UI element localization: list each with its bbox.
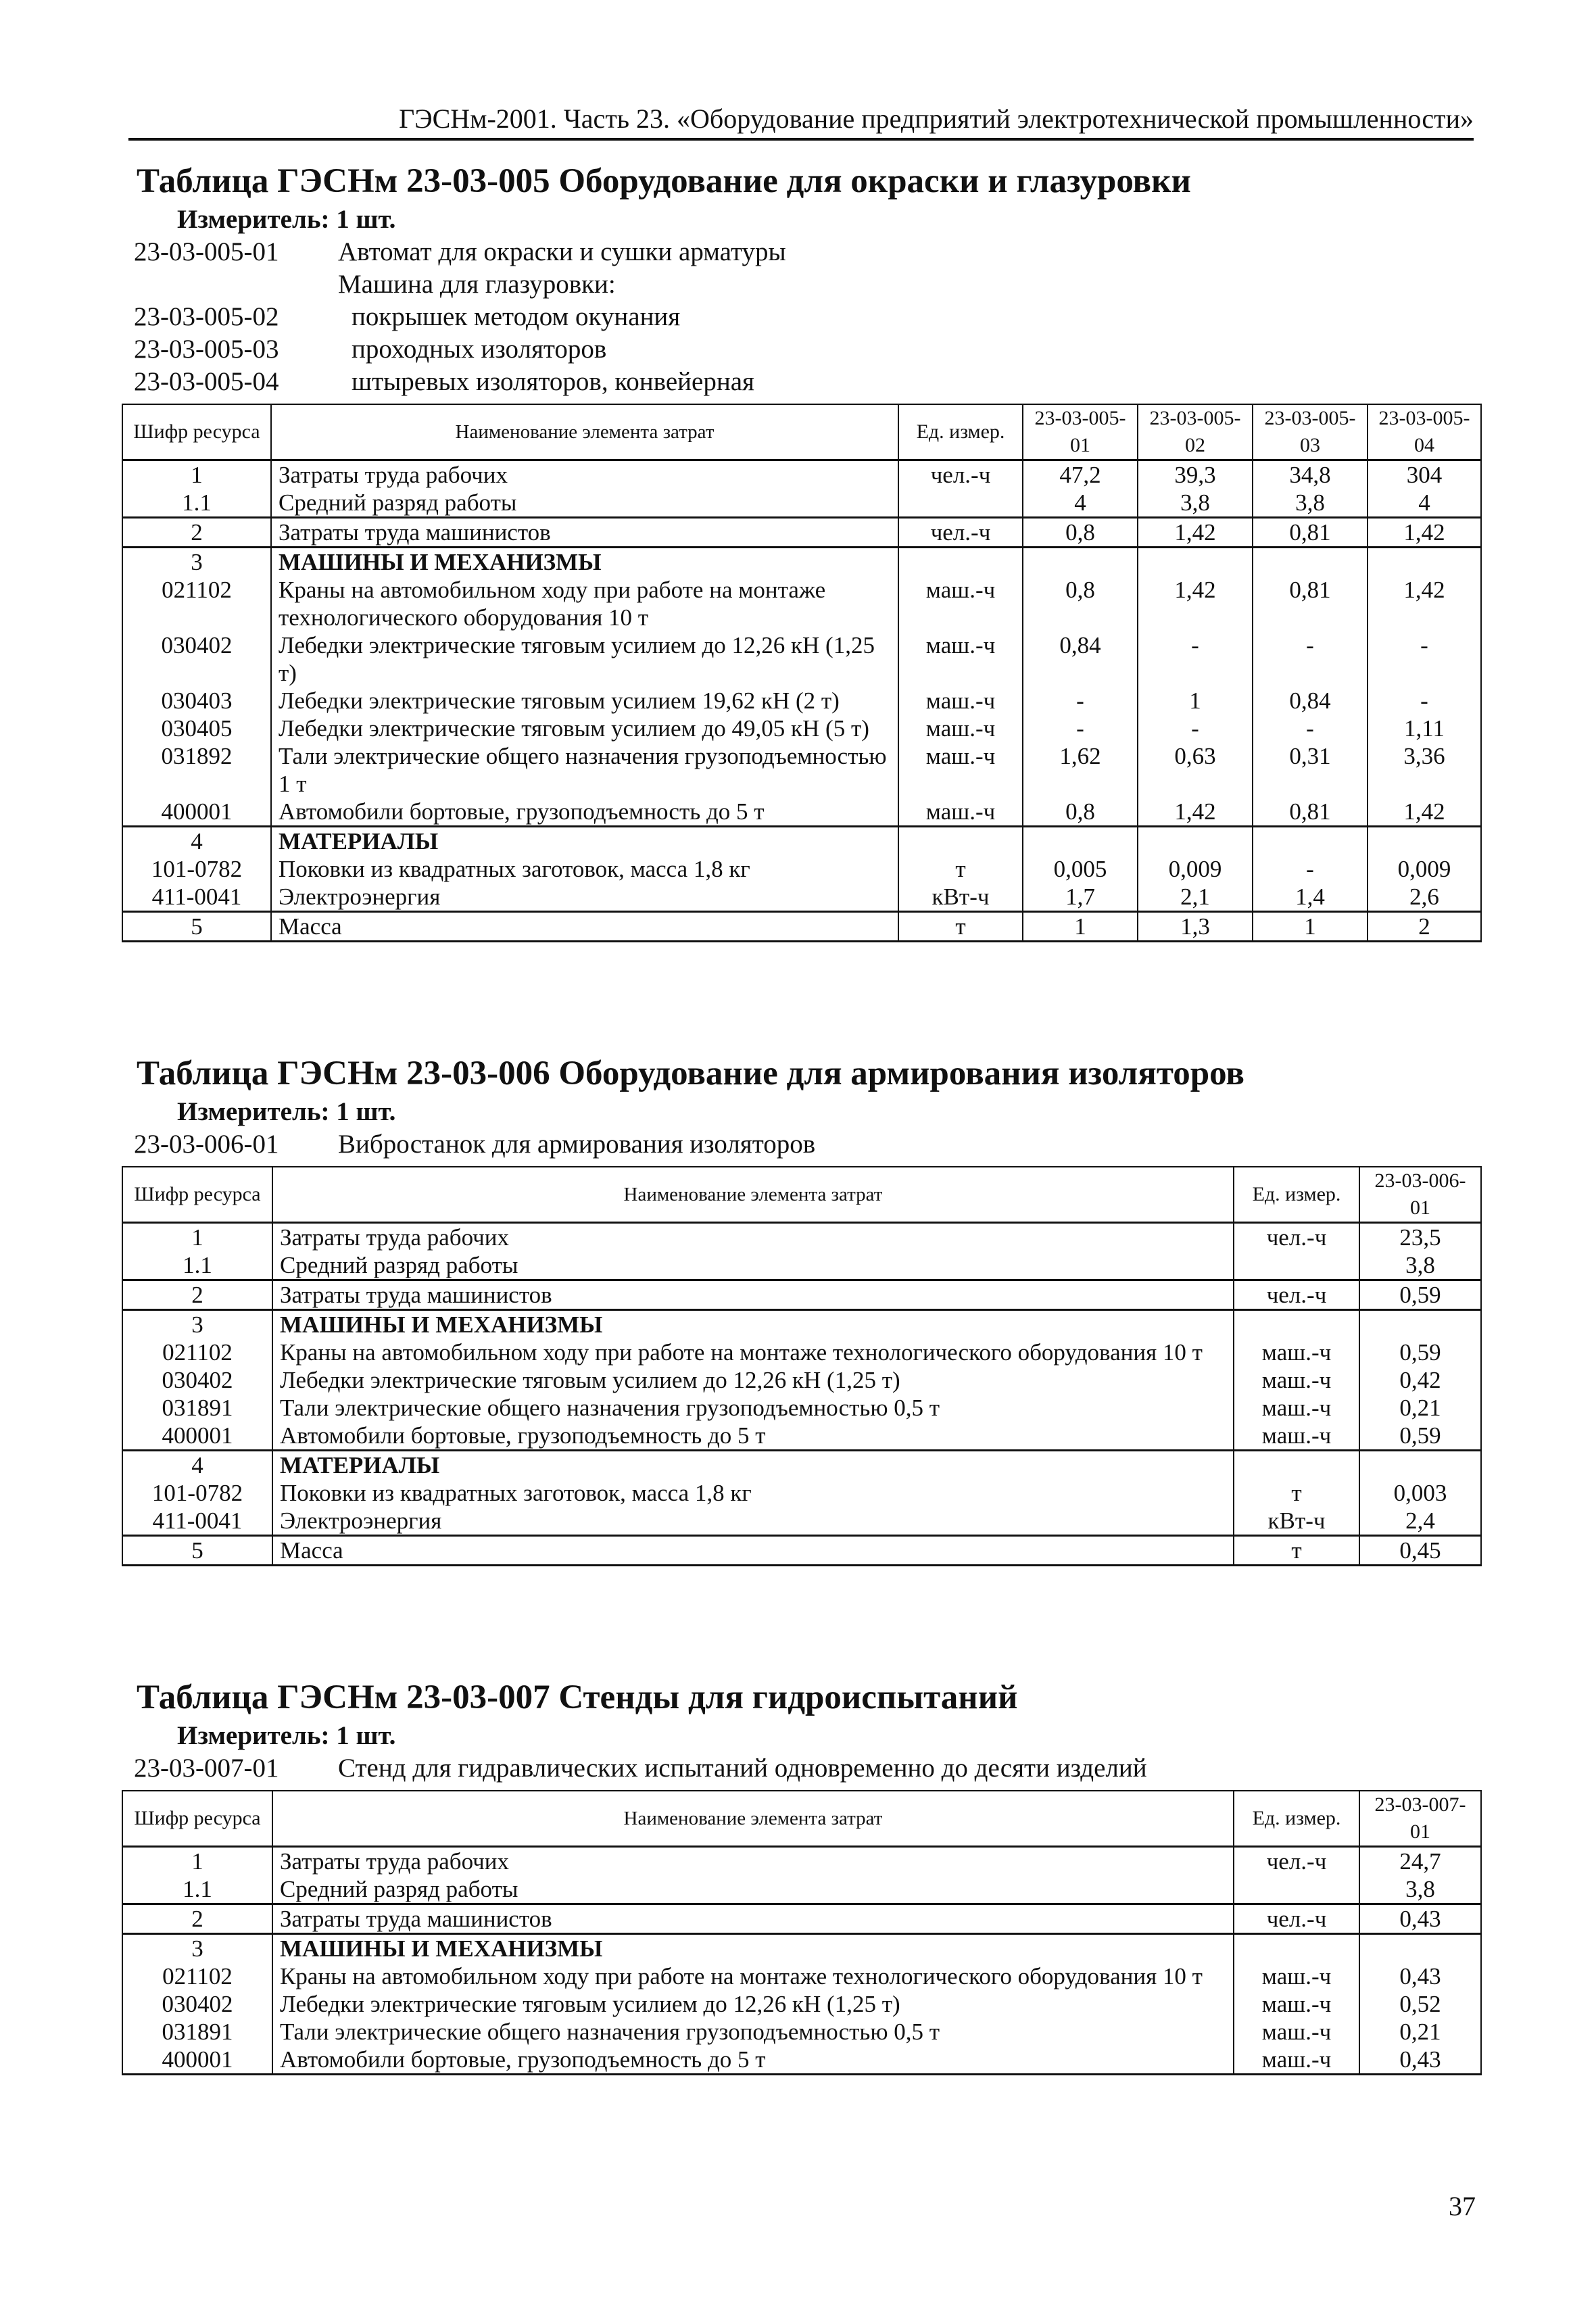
row-name: Автомобили бортовые, грузоподъемность до 5 т bbox=[271, 798, 898, 827]
norm-code-list bbox=[134, 1128, 1480, 1161]
row-value: - bbox=[1023, 715, 1138, 742]
row-value: 0,8 bbox=[1023, 518, 1138, 548]
row-value: 0,009 bbox=[1368, 855, 1481, 883]
header-unit: Ед. измер. bbox=[1234, 1167, 1359, 1223]
norm-code: 23-03-006-01 bbox=[134, 1130, 279, 1159]
norm-code-item bbox=[134, 1128, 1480, 1161]
table-row bbox=[122, 1310, 1481, 1339]
row-unit: маш.-ч bbox=[898, 631, 1023, 687]
row-value: 0,43 bbox=[1359, 2046, 1481, 2075]
table-title: Таблица ГЭСНм 23-03-005 Оборудование для окраски и глазуровки bbox=[137, 162, 1191, 200]
table-section-006 bbox=[122, 1051, 1480, 1566]
table-row bbox=[122, 1847, 1481, 1876]
row-value: 4 bbox=[1023, 489, 1138, 518]
header-norm-column: 23-03-007-01 bbox=[1359, 1791, 1481, 1847]
header-code: Шифр ресурса bbox=[122, 1167, 272, 1223]
norm-code: 23-03-005-02 bbox=[134, 302, 279, 331]
table-row bbox=[122, 1451, 1481, 1480]
row-name: МАШИНЫ И МЕХАНИЗМЫ bbox=[272, 1310, 1234, 1339]
row-value: 0,43 bbox=[1359, 1962, 1481, 1990]
row-value: 0,59 bbox=[1359, 1280, 1481, 1310]
row-value: 2 bbox=[1368, 912, 1481, 942]
row-name: Затраты труда машинистов bbox=[272, 1280, 1234, 1310]
table-row bbox=[122, 912, 1481, 942]
header-name: Наименование элемента затрат bbox=[272, 1167, 1234, 1223]
row-code: 021102 bbox=[122, 576, 271, 631]
table-row bbox=[122, 631, 1481, 687]
table-row bbox=[122, 1536, 1481, 1566]
running-header: ГЭСНм-2001. Часть 23. «Оборудование предприятий электротехнической промышленности» bbox=[128, 101, 1474, 141]
table-row bbox=[122, 1251, 1481, 1280]
row-value: 1 bbox=[1023, 912, 1138, 942]
row-code: 031892 bbox=[122, 742, 271, 798]
header-unit: Ед. измер. bbox=[898, 404, 1023, 460]
row-value bbox=[1138, 827, 1253, 856]
row-value: 1,4 bbox=[1253, 883, 1368, 912]
row-value: 0,84 bbox=[1253, 687, 1368, 715]
measure-unit: Измеритель: 1 шт. bbox=[177, 1721, 396, 1750]
norm-code: 23-03-005-04 bbox=[134, 367, 279, 396]
norm-code-item bbox=[134, 333, 1480, 366]
row-code: 2 bbox=[122, 1904, 272, 1934]
row-code: 021102 bbox=[122, 1962, 272, 1990]
row-value: 4 bbox=[1368, 489, 1481, 518]
row-name: Краны на автомобильном ходу при работе на монтаже технологического оборудования 10 т bbox=[272, 1962, 1234, 1990]
table-row bbox=[122, 687, 1481, 715]
row-value: 1,11 bbox=[1368, 715, 1481, 742]
row-unit: маш.-ч bbox=[898, 798, 1023, 827]
row-code: 031891 bbox=[122, 1394, 272, 1422]
norm-code-item bbox=[134, 268, 1480, 301]
row-unit: чел.-ч bbox=[1234, 1847, 1359, 1876]
row-unit: маш.-ч bbox=[1234, 2046, 1359, 2075]
row-value: 3,36 bbox=[1368, 742, 1481, 798]
table-row bbox=[122, 855, 1481, 883]
row-name: Затраты труда рабочих bbox=[272, 1847, 1234, 1876]
header-row bbox=[122, 1167, 1481, 1223]
table-row bbox=[122, 1223, 1481, 1252]
row-value: 0,43 bbox=[1359, 1904, 1481, 1934]
row-value: 0,81 bbox=[1253, 576, 1368, 631]
row-unit bbox=[1234, 1251, 1359, 1280]
header-row bbox=[122, 404, 1481, 460]
row-name: Лебедки электрические тяговым усилием до 49,05 кН (5 т) bbox=[271, 715, 898, 742]
row-unit bbox=[1234, 1934, 1359, 1963]
norm-code: 23-03-007-01 bbox=[134, 1754, 279, 1783]
row-value: 1,42 bbox=[1138, 518, 1253, 548]
table-row bbox=[122, 548, 1481, 577]
row-value: - bbox=[1253, 715, 1368, 742]
row-unit: маш.-ч bbox=[1234, 1422, 1359, 1451]
row-value: - bbox=[1023, 687, 1138, 715]
row-code: 1 bbox=[122, 460, 271, 489]
table-section-007 bbox=[122, 1675, 1480, 2075]
row-name: Краны на автомобильном ходу при работе на монтаже технологического оборудования 10 т bbox=[272, 1338, 1234, 1366]
row-value: 0,8 bbox=[1023, 798, 1138, 827]
row-unit: маш.-ч bbox=[1234, 1394, 1359, 1422]
norm-code-item bbox=[134, 301, 1480, 333]
header-name: Наименование элемента затрат bbox=[271, 404, 898, 460]
row-name: Масса bbox=[271, 912, 898, 942]
row-value: - bbox=[1253, 855, 1368, 883]
row-value: 1,3 bbox=[1138, 912, 1253, 942]
row-value: 24,7 bbox=[1359, 1847, 1481, 1876]
row-value: 0,59 bbox=[1359, 1422, 1481, 1451]
row-name: Автомобили бортовые, грузоподъемность до 5 т bbox=[272, 1422, 1234, 1451]
row-name: Затраты труда рабочих bbox=[271, 460, 898, 489]
row-code: 4 bbox=[122, 1451, 272, 1480]
table-row bbox=[122, 742, 1481, 798]
row-value: 3,8 bbox=[1359, 1875, 1481, 1904]
table-row bbox=[122, 883, 1481, 912]
row-name: Электроэнергия bbox=[271, 883, 898, 912]
row-code: 2 bbox=[122, 518, 271, 548]
header-norm-column: 23-03-005-02 bbox=[1138, 404, 1253, 460]
row-name: Лебедки электрические тяговым усилием до 12,26 кН (1,25 т) bbox=[271, 631, 898, 687]
row-value: 47,2 bbox=[1023, 460, 1138, 489]
row-value bbox=[1359, 1934, 1481, 1963]
row-value bbox=[1359, 1451, 1481, 1480]
row-code: 411-0041 bbox=[122, 1507, 272, 1536]
row-name: МАШИНЫ И МЕХАНИЗМЫ bbox=[271, 548, 898, 577]
header-norm-column: 23-03-005-03 bbox=[1253, 404, 1368, 460]
table-row bbox=[122, 2018, 1481, 2046]
row-code: 1.1 bbox=[122, 1251, 272, 1280]
header-row bbox=[122, 1791, 1481, 1847]
row-value: 0,63 bbox=[1138, 742, 1253, 798]
row-value: 0,21 bbox=[1359, 1394, 1481, 1422]
row-value: 2,1 bbox=[1138, 883, 1253, 912]
table-row bbox=[122, 1479, 1481, 1507]
row-value: 2,6 bbox=[1368, 883, 1481, 912]
row-value bbox=[1023, 548, 1138, 577]
row-unit bbox=[898, 548, 1023, 577]
row-code: 030402 bbox=[122, 631, 271, 687]
table-row bbox=[122, 1962, 1481, 1990]
header-code: Шифр ресурса bbox=[122, 1791, 272, 1847]
row-unit: т bbox=[898, 912, 1023, 942]
table-row bbox=[122, 798, 1481, 827]
row-value: 39,3 bbox=[1138, 460, 1253, 489]
row-name: Затраты труда машинистов bbox=[271, 518, 898, 548]
row-value: - bbox=[1138, 715, 1253, 742]
table-title: Таблица ГЭСНм 23-03-006 Оборудование для армирования изоляторов bbox=[137, 1055, 1244, 1092]
row-code: 1 bbox=[122, 1847, 272, 1876]
row-code: 1.1 bbox=[122, 489, 271, 518]
row-code: 031891 bbox=[122, 2018, 272, 2046]
row-name: Тали электрические общего назначения грузоподъемностью 1 т bbox=[271, 742, 898, 798]
row-code: 021102 bbox=[122, 1338, 272, 1366]
row-code: 3 bbox=[122, 548, 271, 577]
resource-table bbox=[122, 404, 1482, 942]
table-row bbox=[122, 518, 1481, 548]
row-value: 3,8 bbox=[1253, 489, 1368, 518]
table-row bbox=[122, 1904, 1481, 1934]
row-value: 0,42 bbox=[1359, 1366, 1481, 1394]
row-value: 1 bbox=[1253, 912, 1368, 942]
row-value: 0,84 bbox=[1023, 631, 1138, 687]
row-unit: маш.-ч bbox=[1234, 1338, 1359, 1366]
row-code: 2 bbox=[122, 1280, 272, 1310]
page-number: 37 bbox=[1449, 2191, 1476, 2221]
row-value: 0,8 bbox=[1023, 576, 1138, 631]
row-name: Тали электрические общего назначения грузоподъемностью 0,5 т bbox=[272, 2018, 1234, 2046]
row-code: 101-0782 bbox=[122, 1479, 272, 1507]
norm-description: покрышек методом окунания bbox=[352, 302, 681, 331]
norm-description: Вибростанок для армирования изоляторов bbox=[338, 1130, 816, 1159]
row-name: Лебедки электрические тяговым усилием до 12,26 кН (1,25 т) bbox=[272, 1990, 1234, 2018]
row-name: МАТЕРИАЛЫ bbox=[271, 827, 898, 856]
table-row bbox=[122, 1875, 1481, 1904]
header-norm-column: 23-03-005-04 bbox=[1368, 404, 1481, 460]
table-section-005 bbox=[122, 159, 1480, 942]
row-unit: маш.-ч bbox=[1234, 1962, 1359, 1990]
row-code: 030403 bbox=[122, 687, 271, 715]
row-unit: маш.-ч bbox=[1234, 1366, 1359, 1394]
row-name: Электроэнергия bbox=[272, 1507, 1234, 1536]
row-unit: чел.-ч bbox=[1234, 1223, 1359, 1252]
row-value: 34,8 bbox=[1253, 460, 1368, 489]
row-value bbox=[1253, 548, 1368, 577]
row-code: 1 bbox=[122, 1223, 272, 1252]
table-row bbox=[122, 576, 1481, 631]
row-value bbox=[1368, 548, 1481, 577]
row-unit: чел.-ч bbox=[898, 460, 1023, 489]
row-value: 1,42 bbox=[1368, 518, 1481, 548]
norm-description: Стенд для гидравлических испытаний одновременно до десяти изделий bbox=[338, 1754, 1147, 1783]
row-code: 3 bbox=[122, 1310, 272, 1339]
norm-code: 23-03-005-01 bbox=[134, 237, 279, 266]
row-code: 5 bbox=[122, 912, 271, 942]
table-row bbox=[122, 1366, 1481, 1394]
row-value: 1,42 bbox=[1368, 576, 1481, 631]
row-name: Тали электрические общего назначения грузоподъемностью 0,5 т bbox=[272, 1394, 1234, 1422]
row-name: Средний разряд работы bbox=[272, 1251, 1234, 1280]
row-code: 411-0041 bbox=[122, 883, 271, 912]
row-value bbox=[1138, 548, 1253, 577]
row-code: 030405 bbox=[122, 715, 271, 742]
row-name: Затраты труда рабочих bbox=[272, 1223, 1234, 1252]
row-unit: маш.-ч bbox=[1234, 1990, 1359, 2018]
row-value: 1,42 bbox=[1138, 798, 1253, 827]
row-value: 1,62 bbox=[1023, 742, 1138, 798]
header-norm-column: 23-03-006-01 bbox=[1359, 1167, 1481, 1223]
row-unit bbox=[1234, 1875, 1359, 1904]
table-row bbox=[122, 1338, 1481, 1366]
row-unit bbox=[1234, 1451, 1359, 1480]
row-value: - bbox=[1368, 631, 1481, 687]
table-row bbox=[122, 1507, 1481, 1536]
row-value bbox=[1253, 827, 1368, 856]
row-value: 1,42 bbox=[1368, 798, 1481, 827]
measure-unit: Измеритель: 1 шт. bbox=[177, 1097, 396, 1126]
row-name: Средний разряд работы bbox=[271, 489, 898, 518]
row-value: 3,8 bbox=[1359, 1251, 1481, 1280]
table-row bbox=[122, 715, 1481, 742]
row-value: 0,81 bbox=[1253, 518, 1368, 548]
row-unit: кВт-ч bbox=[898, 883, 1023, 912]
row-value: 0,005 bbox=[1023, 855, 1138, 883]
norm-code: 23-03-005-03 bbox=[134, 335, 279, 364]
row-unit: чел.-ч bbox=[1234, 1280, 1359, 1310]
row-unit: чел.-ч bbox=[898, 518, 1023, 548]
norm-description: Машина для глазуровки: bbox=[338, 270, 616, 299]
resource-table bbox=[122, 1790, 1482, 2075]
table-row bbox=[122, 2046, 1481, 2075]
row-value: 0,31 bbox=[1253, 742, 1368, 798]
row-value: 0,009 bbox=[1138, 855, 1253, 883]
row-value: 0,21 bbox=[1359, 2018, 1481, 2046]
header-unit: Ед. измер. bbox=[1234, 1791, 1359, 1847]
norm-code-item bbox=[134, 1752, 1480, 1785]
header-name: Наименование элемента затрат bbox=[272, 1791, 1234, 1847]
row-value: - bbox=[1253, 631, 1368, 687]
row-value: 304 bbox=[1368, 460, 1481, 489]
norm-code bbox=[134, 268, 338, 301]
table-title: Таблица ГЭСНм 23-03-007 Стенды для гидроиспытаний bbox=[137, 1679, 1018, 1716]
row-code: 400001 bbox=[122, 2046, 272, 2075]
row-code: 101-0782 bbox=[122, 855, 271, 883]
row-unit: кВт-ч bbox=[1234, 1507, 1359, 1536]
row-value: 0,81 bbox=[1253, 798, 1368, 827]
row-code: 5 bbox=[122, 1536, 272, 1566]
row-value: 2,4 bbox=[1359, 1507, 1481, 1536]
norm-code-item bbox=[134, 236, 1480, 268]
table-row bbox=[122, 489, 1481, 518]
norm-code-item bbox=[134, 366, 1480, 398]
row-value: 1,42 bbox=[1138, 576, 1253, 631]
resource-table bbox=[122, 1166, 1482, 1566]
table-row bbox=[122, 460, 1481, 489]
row-value: 23,5 bbox=[1359, 1223, 1481, 1252]
row-value: 0,003 bbox=[1359, 1479, 1481, 1507]
table-row bbox=[122, 1394, 1481, 1422]
norm-description: проходных изоляторов bbox=[352, 335, 607, 364]
row-name: Лебедки электрические тяговым усилием 19,62 кН (2 т) bbox=[271, 687, 898, 715]
row-unit: т bbox=[1234, 1479, 1359, 1507]
row-name: МАТЕРИАЛЫ bbox=[272, 1451, 1234, 1480]
row-name: Поковки из квадратных заготовок, масса 1,8 кг bbox=[272, 1479, 1234, 1507]
norm-description: штыревых изоляторов, конвейерная bbox=[352, 367, 754, 396]
row-value: - bbox=[1368, 687, 1481, 715]
table-row bbox=[122, 1422, 1481, 1451]
row-value bbox=[1368, 827, 1481, 856]
row-unit bbox=[1234, 1310, 1359, 1339]
row-code: 030402 bbox=[122, 1366, 272, 1394]
row-unit bbox=[898, 489, 1023, 518]
row-name: Автомобили бортовые, грузоподъемность до 5 т bbox=[272, 2046, 1234, 2075]
row-value: 0,59 bbox=[1359, 1338, 1481, 1366]
row-name: Поковки из квадратных заготовок, масса 1,8 кг bbox=[271, 855, 898, 883]
row-value: 0,45 bbox=[1359, 1536, 1481, 1566]
row-code: 400001 bbox=[122, 798, 271, 827]
row-name: Краны на автомобильном ходу при работе на монтаже технологического оборудования 10 т bbox=[271, 576, 898, 631]
table-row bbox=[122, 1934, 1481, 1963]
table-row bbox=[122, 1990, 1481, 2018]
table-row bbox=[122, 827, 1481, 856]
row-name: Затраты труда машинистов bbox=[272, 1904, 1234, 1934]
row-unit: чел.-ч bbox=[1234, 1904, 1359, 1934]
row-unit: маш.-ч bbox=[898, 687, 1023, 715]
row-name: Средний разряд работы bbox=[272, 1875, 1234, 1904]
row-code: 030402 bbox=[122, 1990, 272, 2018]
row-unit: т bbox=[1234, 1536, 1359, 1566]
row-name: Масса bbox=[272, 1536, 1234, 1566]
norm-description: Автомат для окраски и сушки арматуры bbox=[338, 237, 786, 266]
row-unit: маш.-ч bbox=[898, 742, 1023, 798]
row-code: 4 bbox=[122, 827, 271, 856]
row-value bbox=[1023, 827, 1138, 856]
header-norm-column: 23-03-005-01 bbox=[1023, 404, 1138, 460]
row-value: 1,7 bbox=[1023, 883, 1138, 912]
row-unit: маш.-ч bbox=[1234, 2018, 1359, 2046]
norm-code-list bbox=[134, 236, 1480, 398]
norm-code-list bbox=[134, 1752, 1480, 1785]
row-code: 3 bbox=[122, 1934, 272, 1963]
row-unit: маш.-ч bbox=[898, 715, 1023, 742]
header-code: Шифр ресурса bbox=[122, 404, 271, 460]
row-unit bbox=[898, 827, 1023, 856]
row-value: 3,8 bbox=[1138, 489, 1253, 518]
measure-unit: Измеритель: 1 шт. bbox=[177, 205, 396, 234]
row-value: 1 bbox=[1138, 687, 1253, 715]
row-unit: т bbox=[898, 855, 1023, 883]
row-code: 1.1 bbox=[122, 1875, 272, 1904]
row-code: 400001 bbox=[122, 1422, 272, 1451]
row-name: Лебедки электрические тяговым усилием до 12,26 кН (1,25 т) bbox=[272, 1366, 1234, 1394]
row-value: - bbox=[1138, 631, 1253, 687]
table-row bbox=[122, 1280, 1481, 1310]
row-value: 0,52 bbox=[1359, 1990, 1481, 2018]
row-value bbox=[1359, 1310, 1481, 1339]
row-name: МАШИНЫ И МЕХАНИЗМЫ bbox=[272, 1934, 1234, 1963]
row-unit: маш.-ч bbox=[898, 576, 1023, 631]
